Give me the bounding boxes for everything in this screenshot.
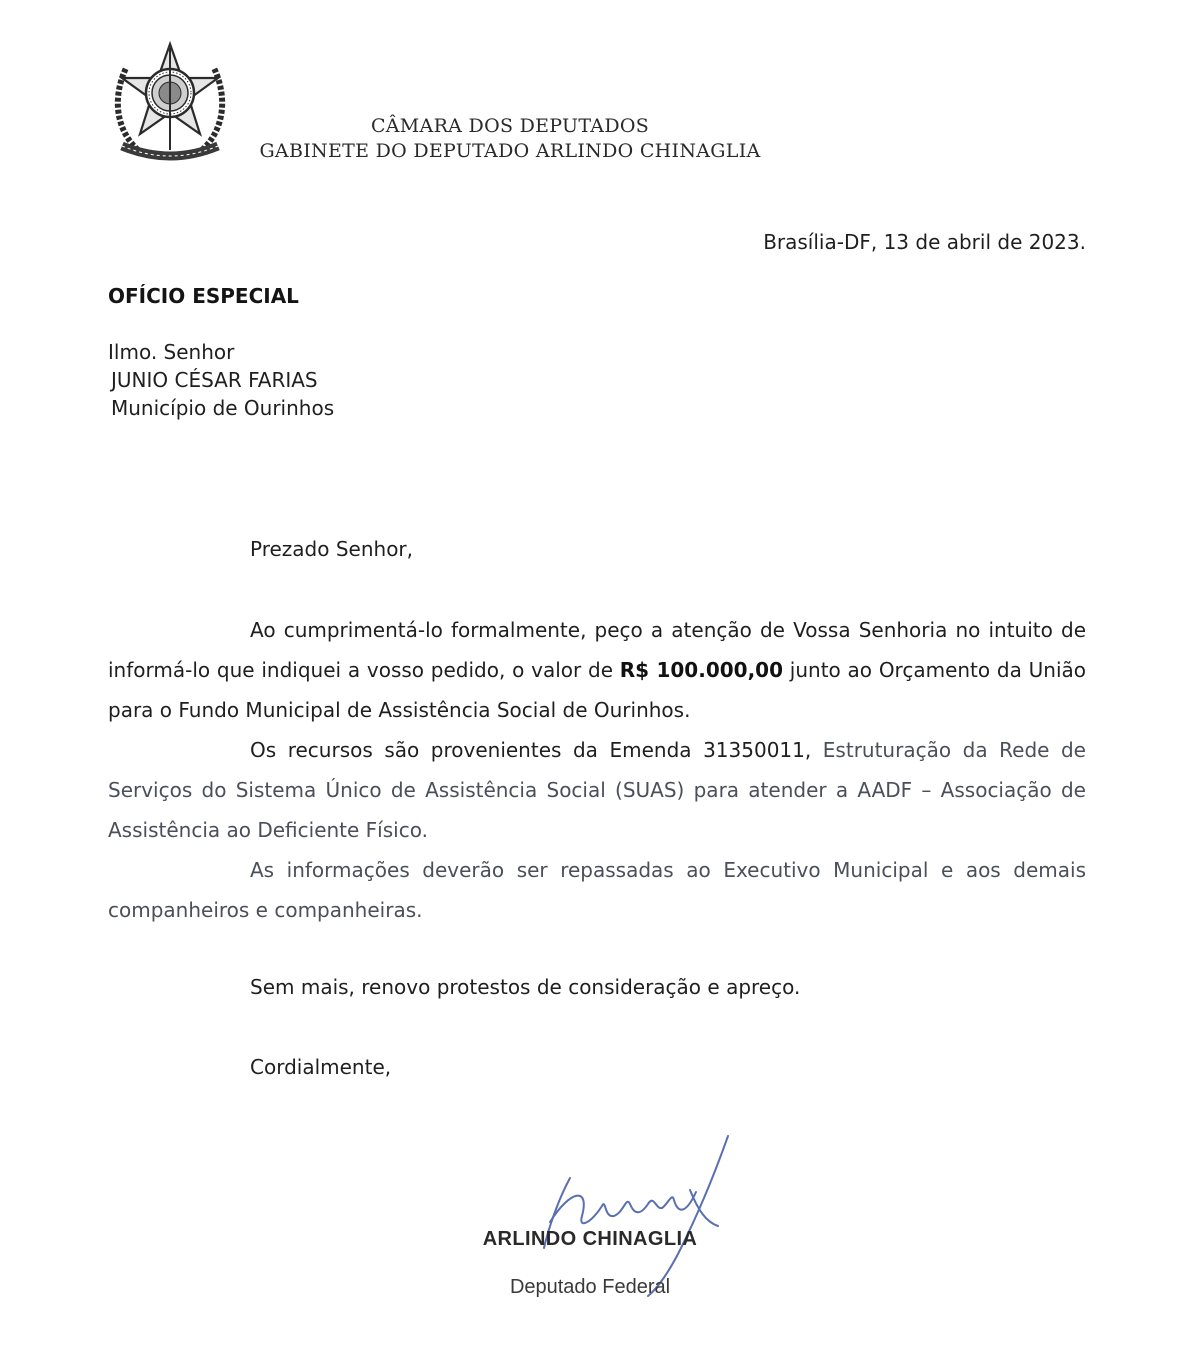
letter-date: Brasília-DF, 13 de abril de 2023.	[763, 230, 1086, 254]
signer-role: Deputado Federal	[509, 1276, 671, 1298]
signer-name: ARLINDO CHINAGLIA	[482, 1228, 698, 1250]
body-paragraph-1: Ao cumprimentá-lo formalmente, peço a atenção de Vossa Senhoria no intuito de informá-lo que indiquei a vosso pedido, o valor de R$ 100.000,00 junto ao Orçamento da União para o Fundo Municipal de Assistência Social de Ourinhos.	[108, 618, 1086, 722]
letter-body	[108, 610, 1086, 930]
handwritten-signature	[530, 1130, 750, 1300]
body-paragraph-2: Os recursos são provenientes da Emenda 31350011, Estruturação da Rede de Serviços do Sistema Único de Assistência Social (SUAS) para atender a AADF – Associação de Assistência ao Deficiente Físico.	[108, 738, 1086, 842]
addressee-name: JUNIO CÉSAR FARIAS	[111, 368, 318, 392]
office-name: GABINETE DO DEPUTADO ARLINDO CHINAGLIA	[259, 140, 761, 162]
document-type: OFÍCIO ESPECIAL	[108, 284, 299, 308]
body-paragraph-3: As informações deverão ser repassadas ao Executivo Municipal e aos demais companheiros e companheiras.	[108, 858, 1086, 922]
chamber-name: CÂMARA DOS DEPUTADOS	[370, 115, 650, 137]
regards-line: Cordialmente,	[250, 1055, 392, 1079]
addressee-block	[108, 338, 334, 422]
addressee-title: Ilmo. Senhor	[108, 340, 235, 364]
institution-header	[250, 114, 770, 164]
closing-line: Sem mais, renovo protestos de consideração e apreço.	[250, 975, 801, 999]
brazil-coat-of-arms-icon	[108, 38, 232, 168]
salutation: Prezado Senhor,	[250, 537, 414, 561]
addressee-municipality: Município de Ourinhos	[111, 396, 335, 420]
amount: R$ 100.000,00	[619, 658, 784, 682]
